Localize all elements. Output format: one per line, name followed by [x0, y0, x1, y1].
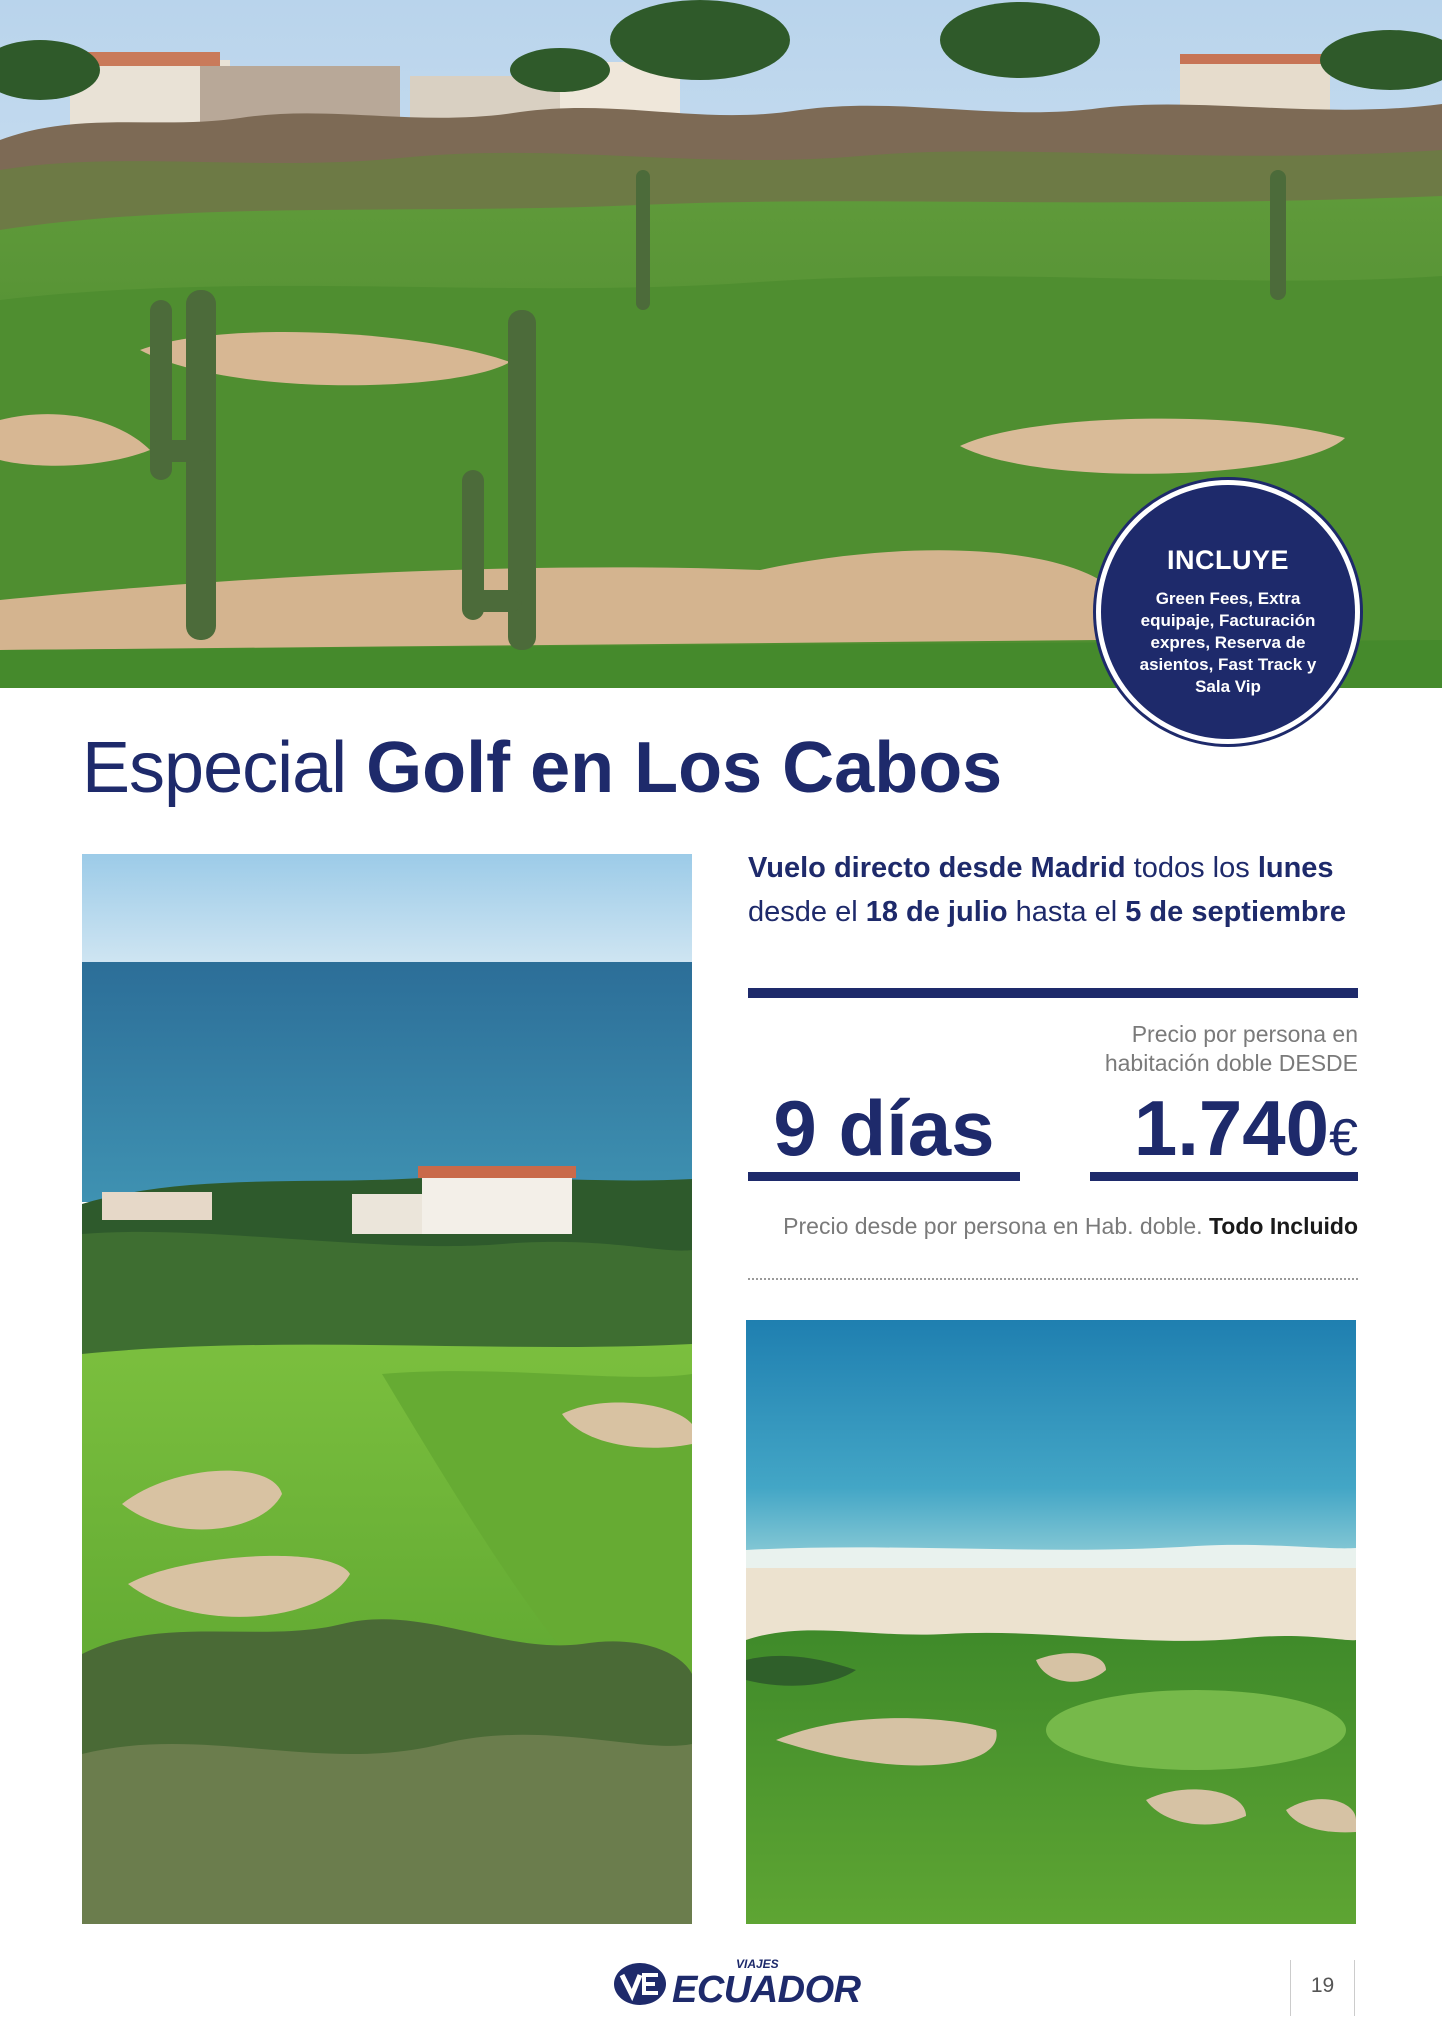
logo-big-text: ECUADOR [672, 1969, 861, 2011]
price-note-line-2: habitación doble DESDE [1104, 1050, 1358, 1076]
logo-small-text: VIAJES [736, 1957, 779, 1971]
price-currency: € [1329, 1109, 1358, 1167]
page-title [82, 728, 1002, 808]
badge-text: Green Fees, Extra equipaje, Facturación expres, Reserva de asientos, Fast Track y Sala Vip [1139, 589, 1317, 696]
footnote-text: Precio desde por persona en Hab. doble. [783, 1213, 1203, 1239]
beach-golf-photo [746, 1320, 1356, 1924]
price-note-line-1: Precio por persona en [1131, 1021, 1358, 1047]
duration-underline [748, 1172, 1020, 1181]
price-amount: 1.740 [1133, 1084, 1330, 1172]
includes-badge [1096, 480, 1360, 744]
flight-text-2: desde el [748, 896, 858, 928]
price-footnote [748, 1210, 1358, 1242]
title-light: Especial [82, 728, 347, 808]
page-number-separator-right [1354, 1960, 1355, 2016]
flight-description [748, 846, 1358, 934]
divider-thick [748, 988, 1358, 998]
flight-text-3: hasta el [1015, 896, 1118, 928]
flight-route: Vuelo directo desde Madrid [748, 852, 1126, 884]
price-note [1000, 1020, 1358, 1078]
flight-start-date: 18 de julio [865, 896, 1008, 928]
flight-end-date: 5 de septiembre [1125, 896, 1347, 928]
footnote-bold: Todo Incluido [1208, 1213, 1358, 1239]
price-underline [1090, 1172, 1358, 1181]
viajes-ecuador-logo [612, 1954, 861, 2014]
flight-info [748, 846, 1358, 934]
flight-day: lunes [1257, 852, 1334, 884]
coastal-golf-photo [82, 854, 692, 1924]
flight-text-1: todos los [1133, 852, 1250, 884]
price-amount-block [1090, 1084, 1358, 1182]
dotted-divider [748, 1278, 1358, 1280]
title-bold: Golf en Los Cabos [366, 728, 1003, 808]
badge-title: INCLUYE [1166, 545, 1289, 575]
page-number: 19 [1310, 1974, 1335, 1997]
trip-duration: 9 días [773, 1084, 995, 1172]
logo-mark-icon [612, 1961, 668, 2007]
